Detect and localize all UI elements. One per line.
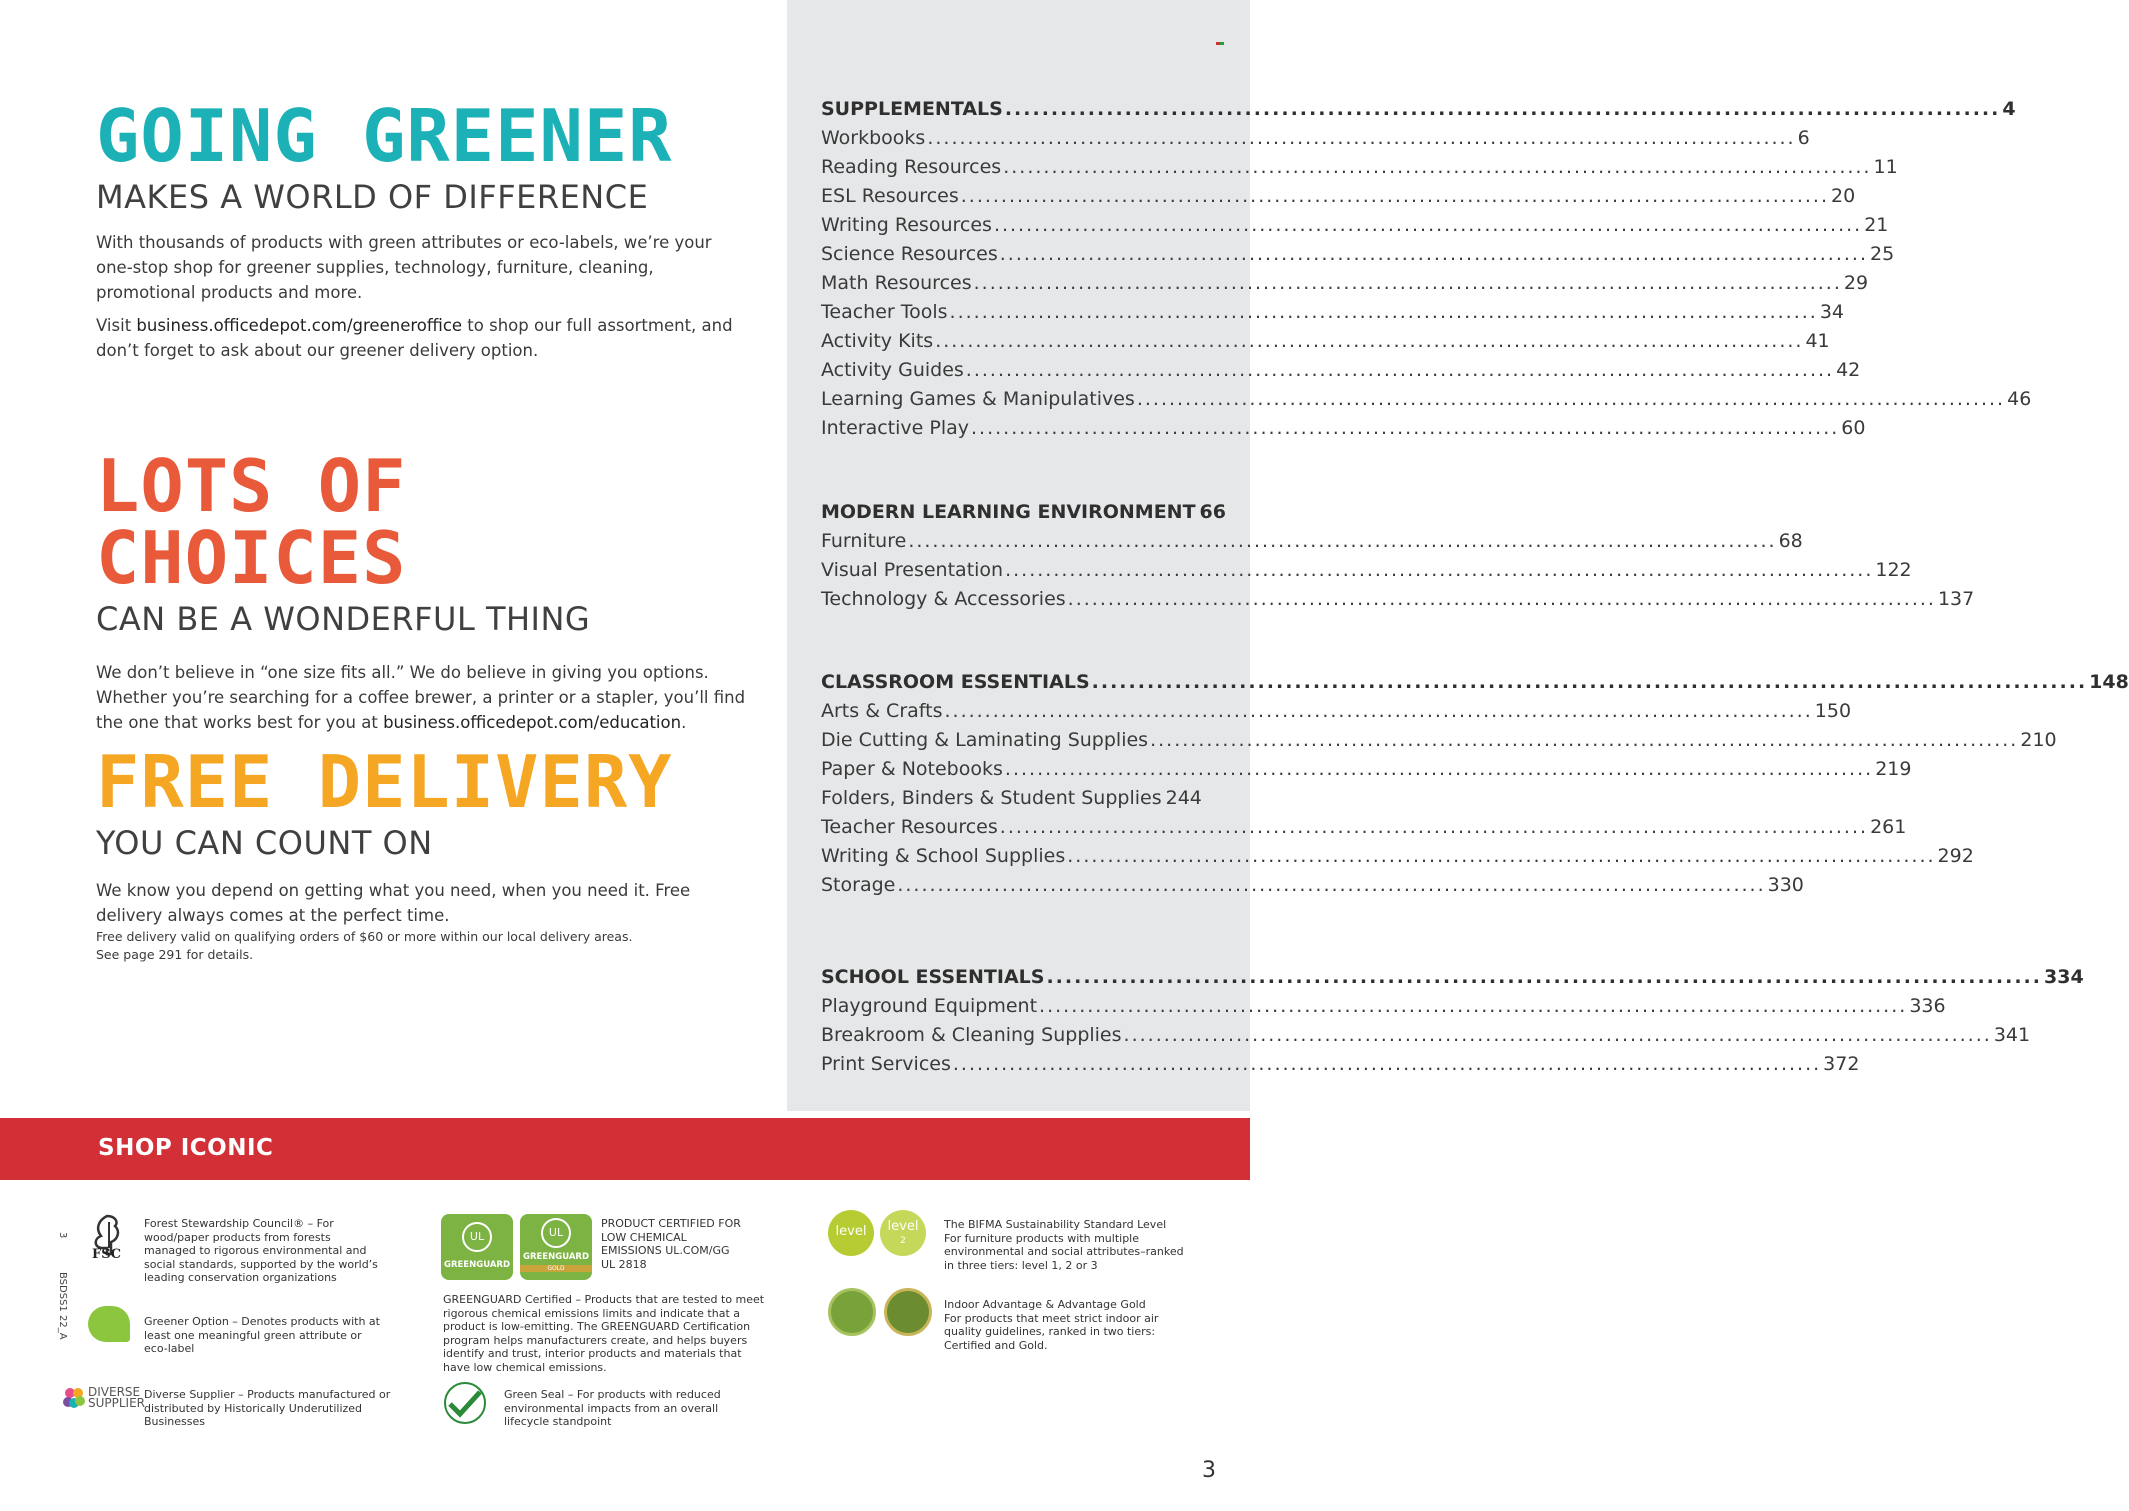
bifma-description: For furniture products with multiple environmental and social attributes–ranked in three tiers: level 1, 2 or 3: [944, 1231, 1184, 1272]
toc-entry-page: 42: [1836, 359, 1861, 381]
toc-leader-dots: [1068, 588, 1936, 610]
toc-entry[interactable]: [821, 156, 1898, 185]
greeneroffice-link[interactable]: business.officedepot.com/greeneroffice: [136, 316, 463, 335]
toc-leader-dots: [961, 185, 1829, 207]
toc-leader-dots: [1067, 845, 1935, 867]
toc-entry-page: 29: [1843, 272, 1869, 294]
lots-of-choices-headline: LOTS OF CHOICES: [96, 444, 407, 600]
toc-entry[interactable]: [821, 214, 1889, 243]
level-2-badge-icon: [880, 1210, 926, 1256]
toc-entry-label: Activity Kits: [821, 330, 934, 352]
toc-entry-label: Math Resources: [821, 272, 972, 294]
greenguard-badge-text: GREENGUARD: [443, 1260, 511, 1270]
toc-entry-label: Technology & Accessories: [821, 588, 1066, 610]
toc-entry-page: 66: [1199, 501, 1226, 523]
fsc-logo-text: FSC: [92, 1247, 121, 1262]
fsc-description: Forest Stewardship Council® – For wood/paper products from forests managed to rigorous environmental and social standards, supported by the world’s leading conservation organizations: [144, 1217, 378, 1284]
toc-entry[interactable]: [821, 845, 1974, 874]
toc-entry-page: 292: [1937, 845, 1974, 867]
toc-supplementals: [821, 98, 2032, 446]
toc-leader-dots: [1150, 729, 2018, 751]
toc-entry-label: Learning Games & Manipulatives: [821, 388, 1135, 410]
greener-option-leaf-icon: [88, 1306, 130, 1342]
toc-entry-label: Writing & School Supplies: [821, 845, 1066, 867]
toc-entry[interactable]: [821, 787, 1202, 816]
small-flag-icon: [1216, 30, 1224, 36]
toc-entry[interactable]: [821, 417, 1866, 446]
toc-entry-label: Science Resources: [821, 243, 998, 265]
toc-leader-dots: [897, 874, 1765, 896]
toc-entry[interactable]: [821, 729, 2057, 758]
toc-entry-page: 60: [1841, 417, 1866, 439]
choices-suffix: .: [681, 713, 687, 732]
level-2-word: level: [887, 1219, 919, 1234]
toc-leader-dots: [1005, 559, 1873, 581]
toc-leader-dots: [935, 330, 1803, 352]
free-delivery-fine-print-2: See page 291 for details.: [96, 947, 254, 962]
level-badge-icon: level: [828, 1210, 874, 1256]
greenguard-description: GREENGUARD Certified – Products that are tested to meet rigorous chemical emissions limits and indicate that a product is low-emitting. The GREENGUARD Certification program helps manufacturers create, and helps buyers identify and trust, interior products and materials that have low chemical emissions.: [443, 1293, 765, 1374]
toc-entry-page: 4: [2002, 98, 2016, 120]
toc-entry[interactable]: [821, 330, 1830, 359]
toc-entry[interactable]: [821, 758, 1912, 787]
toc-entry-label: ESL Resources: [821, 185, 959, 207]
greenguard-certified-text: PRODUCT CERTIFIED FOR LOW CHEMICAL EMISSIONS UL.COM/GG UL 2818: [601, 1217, 741, 1271]
toc-entry-page: 334: [2044, 966, 2084, 988]
diverse-supplier-icon: [62, 1386, 86, 1410]
toc-leader-dots: [966, 359, 1834, 381]
toc-entry[interactable]: [821, 388, 2032, 417]
greenguard-gold-badge-text: GREENGUARD: [522, 1252, 590, 1262]
toc-leader-dots: [1005, 758, 1873, 780]
going-greener-subhead: MAKES A WORLD OF DIFFERENCE: [96, 178, 649, 216]
toc-entry-label: Paper & Notebooks: [821, 758, 1003, 780]
toc-entry-page: 6: [1797, 127, 1810, 149]
going-greener-headline: GOING GREENER: [96, 94, 673, 178]
greenguard-badge: [441, 1214, 513, 1280]
toc-entry-label: Die Cutting & Laminating Supplies: [821, 729, 1149, 751]
toc-entry-label: Teacher Resources: [821, 816, 998, 838]
toc-entry-page: 330: [1767, 874, 1804, 896]
toc-leader-dots: [927, 127, 1795, 149]
toc-leader-dots: [1137, 388, 2005, 410]
toc-entry-page: 219: [1875, 758, 1912, 780]
toc-leader-dots: [1039, 995, 1907, 1017]
bifma-title: The BIFMA Sustainability Standard Level: [944, 1218, 1167, 1231]
toc-entry-label: Teacher Tools: [821, 301, 948, 323]
toc-leader-dots: [1000, 816, 1868, 838]
diverse-logo-line2: SUPPLIER: [88, 1396, 146, 1410]
lots-of-choices-subhead: CAN BE A WONDERFUL THING: [96, 600, 591, 638]
toc-entry-page: 244: [1165, 787, 1202, 809]
lots-of-choices-section: [96, 444, 746, 735]
toc-entry[interactable]: [821, 588, 1975, 617]
toc-leader-dots: [1000, 243, 1868, 265]
toc-entry-page: 21: [1864, 214, 1889, 236]
toc-entry-page: 148: [2089, 671, 2129, 693]
diverse-supplier-description: Diverse Supplier – Products manufactured or distributed by Historically Underutilized Businesses: [144, 1388, 391, 1428]
toc-leader-dots: [1092, 671, 2088, 693]
free-delivery-subhead: YOU CAN COUNT ON: [96, 824, 433, 862]
toc-section-heading[interactable]: [821, 966, 2084, 995]
greenguard-gold-label: GOLD: [520, 1265, 592, 1272]
diverse-supplier-logo: [88, 1387, 145, 1409]
toc-leader-dots: [944, 700, 1812, 722]
greener-option-description: Greener Option – Denotes products with at least one meaningful green attribute or eco-label: [144, 1315, 380, 1355]
toc-entry-page: 210: [2020, 729, 2057, 751]
toc-entry-label: Workbooks: [821, 127, 926, 149]
visit-prefix: Visit: [96, 316, 137, 335]
toc-classroom-essentials: [821, 671, 2129, 903]
lots-of-choices-text: [96, 660, 746, 735]
diverse-logo-line1: DIVERSE: [88, 1385, 141, 1399]
bifma-text: [944, 1218, 1184, 1272]
toc-entry-page: 122: [1875, 559, 1912, 581]
toc-leader-dots: [1046, 966, 2042, 988]
free-delivery-headline: FREE DELIVERY: [96, 740, 673, 824]
greenguard-gold-ul-icon: UL: [541, 1218, 571, 1248]
toc-leader-dots: [1124, 1024, 1992, 1046]
going-greener-visit-text: [96, 313, 746, 363]
toc-entry[interactable]: [821, 874, 1804, 903]
free-delivery-text: We know you depend on getting what you need, when you need it. Free delivery always comes at the perfect time.: [96, 881, 691, 925]
toc-section-heading[interactable]: [821, 98, 2016, 127]
toc-entry-label: Interactive Play: [821, 417, 970, 439]
side-catalog-code: BSDSS1 22_A: [57, 1272, 68, 1340]
toc-entry[interactable]: [821, 559, 1912, 588]
toc-entry[interactable]: [821, 700, 1852, 729]
toc-entry[interactable]: [821, 127, 1810, 156]
toc-entry-page: 68: [1778, 530, 1803, 552]
toc-entry-label: Storage: [821, 874, 896, 896]
toc-entry-label: SUPPLEMENTALS: [821, 98, 1003, 120]
going-greener-text: With thousands of products with green attributes or eco-labels, we’re your one-stop shop for greener supplies, technology, furniture, cleaning, promotional products and more.: [96, 233, 712, 302]
toc-entry-label: Print Services: [821, 1053, 951, 1075]
green-seal-description: Green Seal – For products with reduced environmental impacts from an overall lifecycle standpoint: [504, 1388, 721, 1428]
green-seal-icon: [440, 1380, 490, 1426]
toc-leader-dots: [974, 272, 1842, 294]
toc-leader-dots: [971, 417, 1839, 439]
indoor-advantage-description: For products that meet strict indoor air quality guidelines, ranked in two tiers: Certified and Gold.: [944, 1311, 1159, 1352]
level-2-number: 2: [900, 1236, 906, 1246]
toc-entry-label: Reading Resources: [821, 156, 1002, 178]
toc-entry-label: Writing Resources: [821, 214, 992, 236]
toc-entry-page: 46: [2007, 388, 2032, 410]
toc-entry-page: 41: [1805, 330, 1830, 352]
toc-entry-page: 20: [1831, 185, 1856, 207]
toc-entry-label: Furniture: [821, 530, 907, 552]
going-greener-section: [96, 94, 746, 363]
toc-entry[interactable]: [821, 301, 1845, 330]
toc-section-heading[interactable]: [821, 671, 2129, 700]
visit-suffix: to shop our full assortment, and don’t forget to ask about our greener delivery option.: [96, 316, 733, 360]
toc-entry-label: Activity Guides: [821, 359, 964, 381]
toc-entry[interactable]: [821, 185, 1856, 214]
toc-entry-label: Arts & Crafts: [821, 700, 943, 722]
toc-entry-label: Visual Presentation: [821, 559, 1004, 581]
toc-entry-label: Playground Equipment: [821, 995, 1038, 1017]
toc-school-essentials: [821, 966, 2084, 1082]
toc-leader-dots: [908, 530, 1776, 552]
toc-entry-label: Folders, Binders & Student Supplies: [821, 787, 1162, 809]
toc-leader-dots: [1003, 156, 1871, 178]
free-delivery-section: [96, 740, 746, 964]
toc-entry[interactable]: [821, 816, 1907, 845]
toc-entry-page: 25: [1870, 243, 1895, 265]
toc-leader-dots: [950, 301, 1818, 323]
toc-entry-page: 150: [1814, 700, 1852, 722]
toc-entry-label: Breakroom & Cleaning Supplies: [821, 1024, 1122, 1046]
toc-modern-learning: [821, 501, 1975, 617]
toc-entry-page: 137: [1937, 588, 1975, 610]
choices-prefix: We don’t believe in “one size fits all.” We do believe in giving you options. Whether you’re searching for a coffee brewer, a printer or a stapler, you’ll find the one that works best for you at: [96, 663, 746, 732]
toc-entry-label: SCHOOL ESSENTIALS: [821, 966, 1045, 988]
toc-entry[interactable]: [821, 530, 1803, 559]
toc-entry[interactable]: [821, 359, 1861, 388]
toc-entry-page: 261: [1870, 816, 1907, 838]
greenguard-ul-icon: UL: [462, 1222, 492, 1252]
toc-entry-page: 372: [1823, 1053, 1860, 1075]
toc-entry[interactable]: [821, 1024, 2031, 1053]
greenguard-gold-badge: [520, 1214, 592, 1280]
toc-entry-page: 336: [1909, 995, 1946, 1017]
page-number: 3: [1202, 1458, 1216, 1483]
toc-entry[interactable]: [821, 272, 1869, 301]
toc-entry-label: CLASSROOM ESSENTIALS: [821, 671, 1090, 693]
shop-iconic-band: [0, 1118, 1250, 1180]
education-link[interactable]: business.officedepot.com/education: [383, 713, 682, 732]
toc-entry[interactable]: [821, 243, 1895, 272]
indoor-advantage-gold-seal-icon: [884, 1288, 932, 1336]
toc-leader-dots: [1005, 98, 2001, 120]
indoor-advantage-text: [944, 1298, 1174, 1352]
toc-leader-dots: [953, 1053, 1821, 1075]
side-page-code: 3: [57, 1232, 68, 1239]
toc-leader-dots: [994, 214, 1862, 236]
indoor-advantage-seal-icon: [828, 1288, 876, 1336]
toc-entry[interactable]: [821, 995, 1946, 1024]
toc-entry-page: 11: [1873, 156, 1898, 178]
toc-section-heading[interactable]: [821, 501, 1226, 530]
indoor-advantage-title: Indoor Advantage & Advantage Gold: [944, 1298, 1146, 1311]
free-delivery-fine-print-1: Free delivery valid on qualifying orders of $60 or more within our local delivery areas.: [96, 929, 633, 944]
toc-entry-label: MODERN LEARNING ENVIRONMENT: [821, 501, 1196, 523]
toc-entry-page: 341: [1993, 1024, 2031, 1046]
table-of-contents: [787, 0, 2129, 1111]
toc-entry-page: 34: [1819, 301, 1845, 323]
shop-iconic-title: SHOP ICONIC: [98, 1135, 274, 1161]
toc-entry[interactable]: [821, 1053, 1860, 1082]
